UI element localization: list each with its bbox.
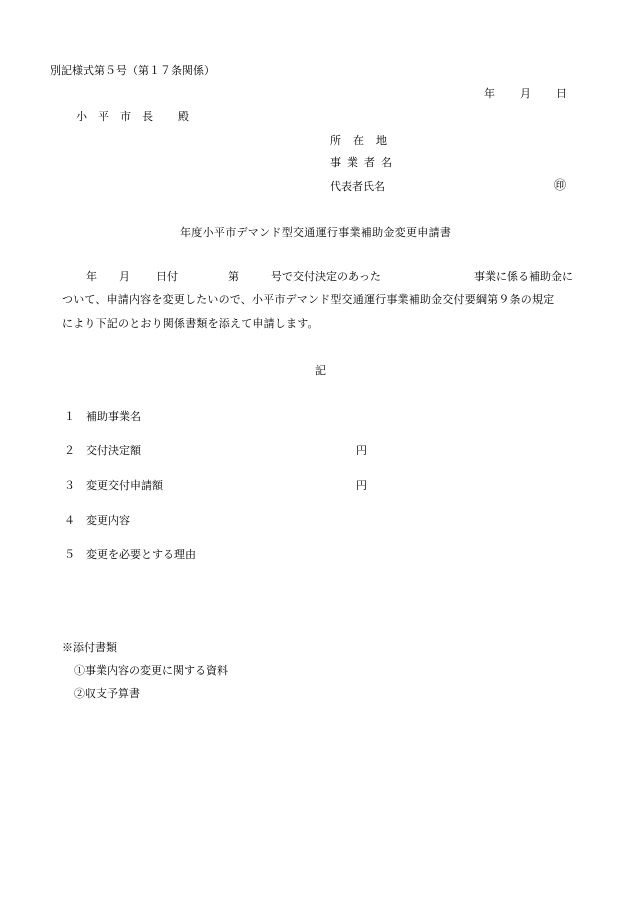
attachments-heading: ※添付書類 [62,641,117,654]
applicant-business-label: 事業者名 [330,156,398,169]
item-number: ４ [64,514,75,527]
date-day-label: 日 [556,87,567,100]
addressee-name: 小平市長 [76,110,164,123]
item-label-decided-amount: 交付決定額 [86,444,141,457]
date-year-label: 年 [484,87,495,100]
attachment-item: ①事業内容の変更に関する資料 [74,664,228,677]
item-number: ２ [64,444,75,457]
date-month-label: 月 [520,87,531,100]
body-line-3: により下記のとおり関係書類を添えて申請します。 [62,317,319,330]
item-label-change-amount: 変更交付申請額 [86,479,163,492]
item-unit-yen: 円 [356,444,367,457]
seal-icon: ㊞ [554,178,567,192]
body-project-text: 事業に係る補助金に [474,270,573,283]
body-year: 年 [86,270,97,283]
item-number: ５ [64,548,75,561]
item-label-change-reason: 変更を必要とする理由 [86,548,196,561]
item-number: ３ [64,479,75,492]
item-number: １ [64,410,75,423]
attachment-item: ②収支予算書 [74,687,140,700]
item-label-project-name: 補助事業名 [86,410,141,423]
form-number: 別記様式第５号（第１７条関係） [50,64,215,77]
item-label-change-content: 変更内容 [86,514,130,527]
body-decided-text: 号で交付決定のあった [271,270,381,283]
body-number-prefix: 第 [228,270,239,283]
addressee-honorific: 殿 [178,110,189,123]
item-unit-yen: 円 [356,479,367,492]
body-line-2: ついて、申請内容を変更したいので、小平市デマンド型交通運行事業補助金交付要綱第９条の規定 [62,293,555,306]
ki-heading: 記 [315,364,326,377]
applicant-representative-label: 代表者氏名 [330,180,385,193]
body-date-suffix: 日付 [156,270,178,283]
applicant-address-label: 所在地 [330,134,399,147]
document-title: 年度小平市デマンド型交通運行事業補助金変更申請書 [180,226,452,239]
body-month: 月 [119,270,130,283]
